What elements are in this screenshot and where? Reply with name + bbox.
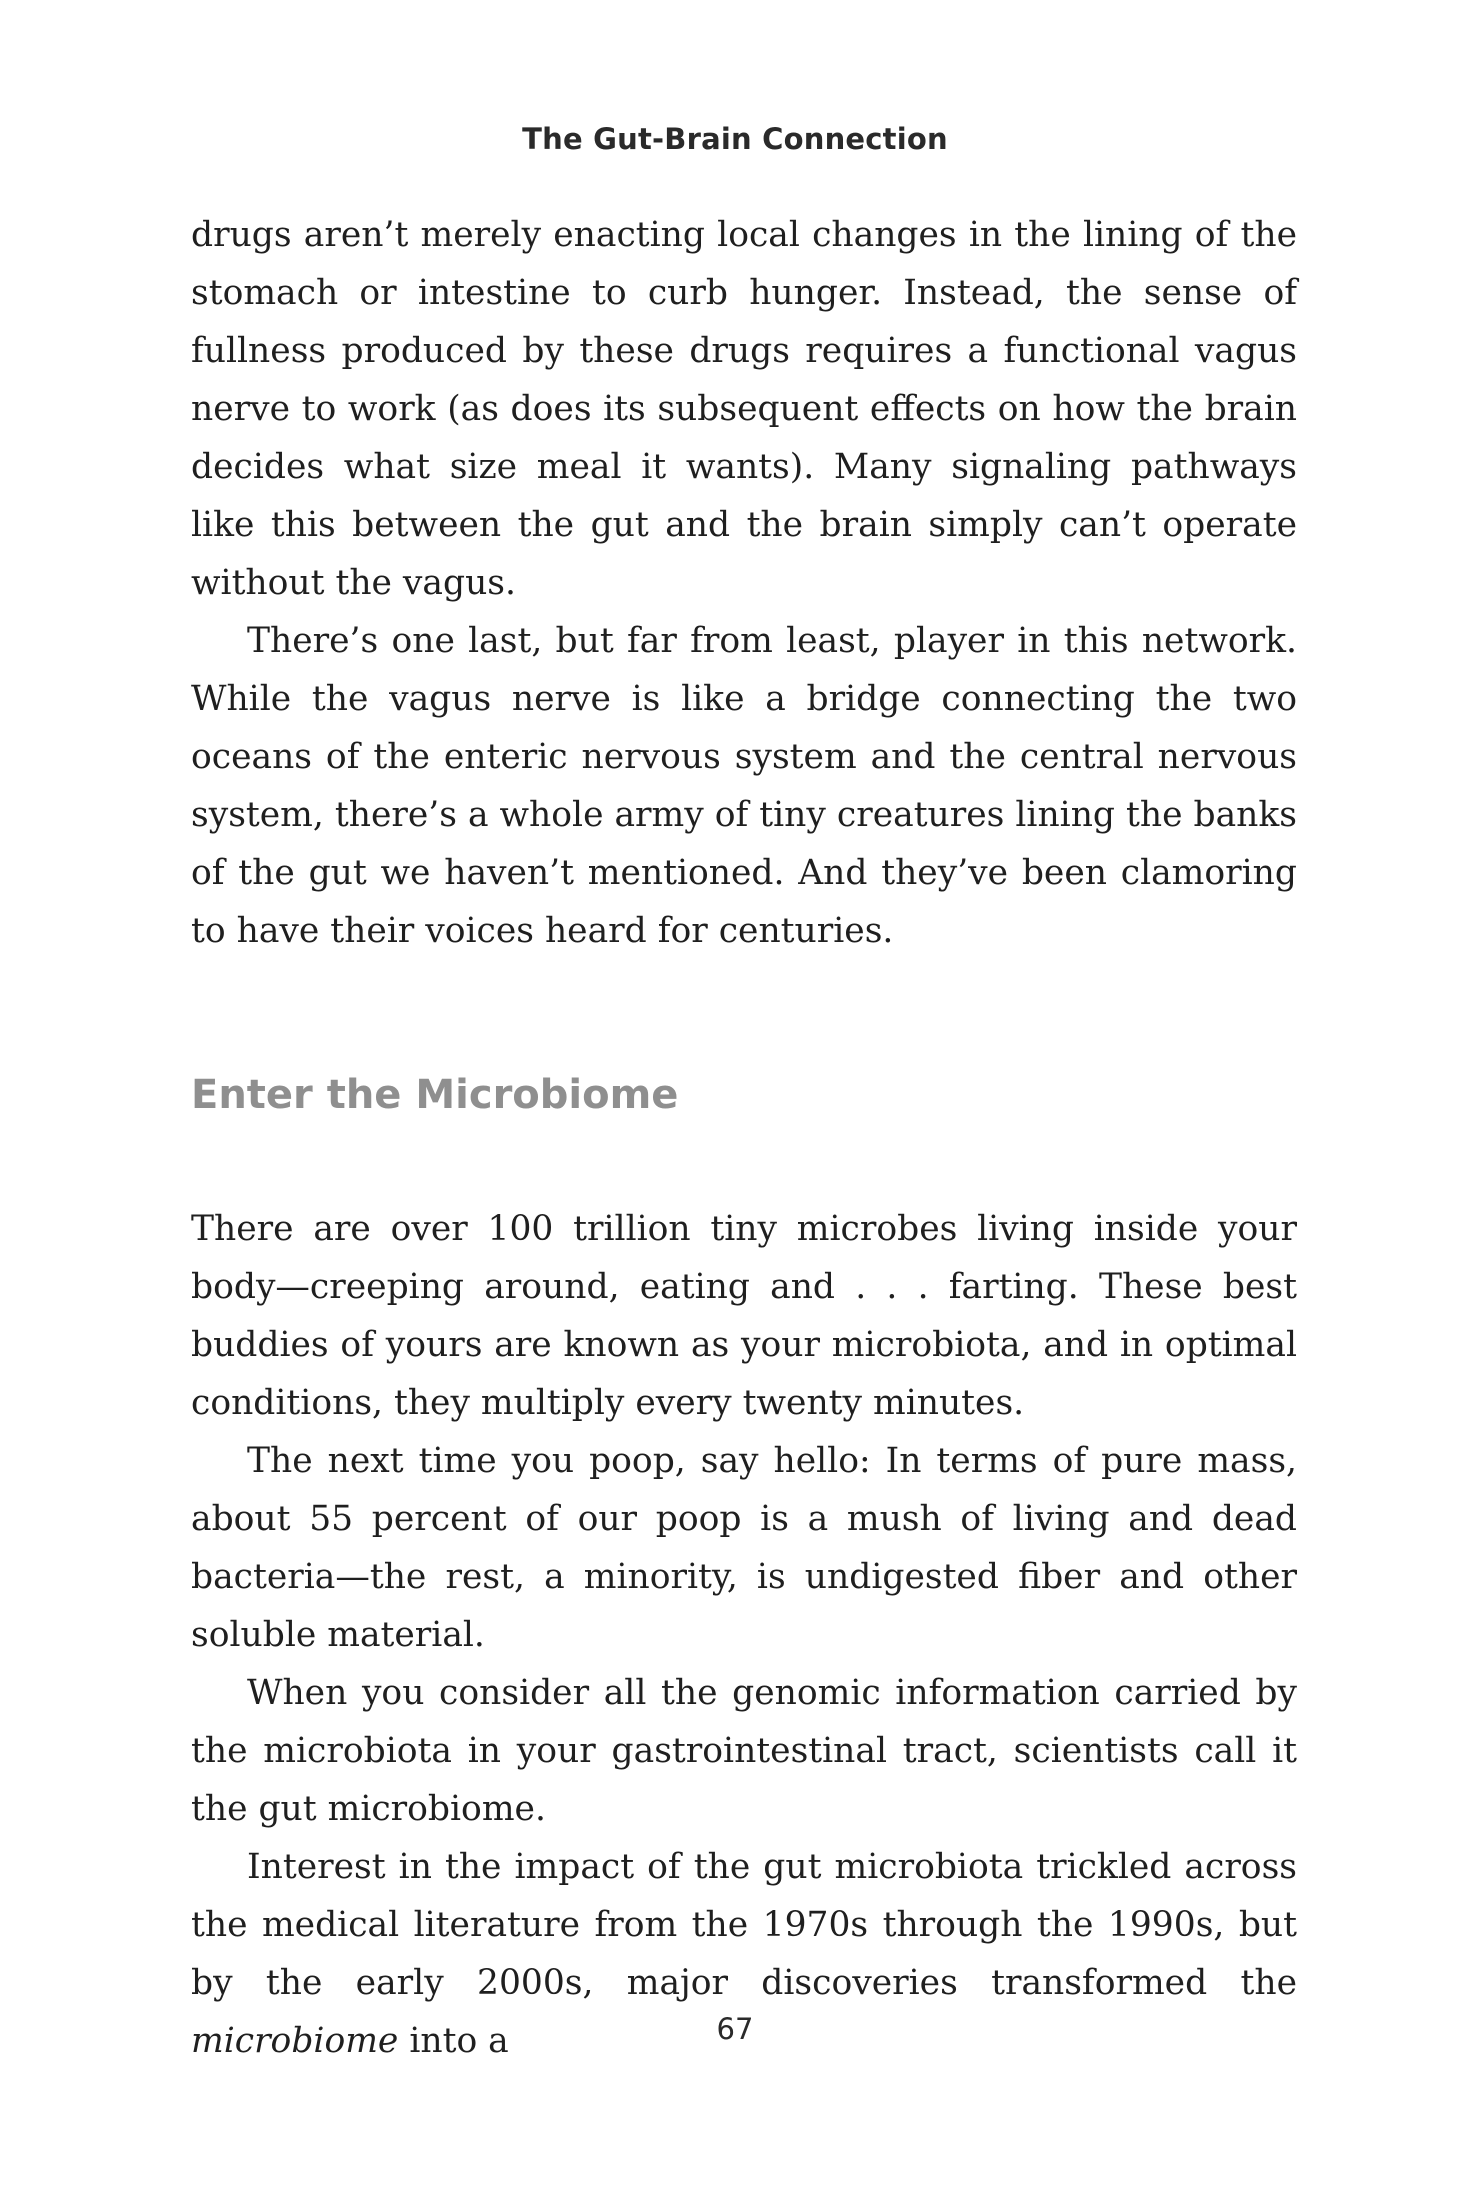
paragraph-text: into a (398, 2021, 509, 2061)
running-head: The Gut-Brain Connection (522, 122, 948, 156)
italic-term: microbiome (191, 2021, 399, 2061)
page-number: 67 (716, 2012, 754, 2046)
paragraph: There’s one last, but far from least, player in this network. While the vagus nerve is like a bridge connecting the two oceans of the enteric nervous system and the central nervous system, there’s a whole army of tiny creatures lining the banks of the gut we haven’t mentioned. And they’ve been clamoring to have their voices heard for centuries. (191, 621, 1297, 951)
paragraph: drugs aren’t merely enacting local changes in the lining of the stomach or intestine to curb hunger. Instead, the sense of fullness produced by these drugs requires a functional vagus nerve to work (as does its subsequent effects on how the brain decides what size meal it wants). Many signaling pathways like this between the gut and the brain simply can’t operate without the vagus. (191, 215, 1297, 603)
paragraph: When you consider all the genomic information carried by the microbiota in your gastrointestinal tract, scientists call it the gut microbiome. (191, 1673, 1297, 1829)
paragraph: There are over 100 trillion tiny microbes living inside your body—creeping around, eating and . . . farting. These best buddies of yours are known as your microbiota, and in optimal conditions, they multiply every twenty minutes. (191, 1209, 1297, 1423)
paragraph: The next time you poop, say hello: In terms of pure mass, about 55 percent of our poop is a mush of living and dead bacteria—the rest, a minority, is undigested fiber and other soluble material. (191, 1441, 1297, 1655)
paragraph-text: Interest in the impact of the gut microbiota trickled across the medical literature from the 1970s through the 1990s, but by the early 2000s, major discoveries transformed the (191, 1847, 1297, 2003)
body-text-top (191, 206, 1297, 960)
section-heading: Enter the Microbiome (191, 1072, 679, 1118)
body-text-bottom (191, 1200, 1297, 2070)
